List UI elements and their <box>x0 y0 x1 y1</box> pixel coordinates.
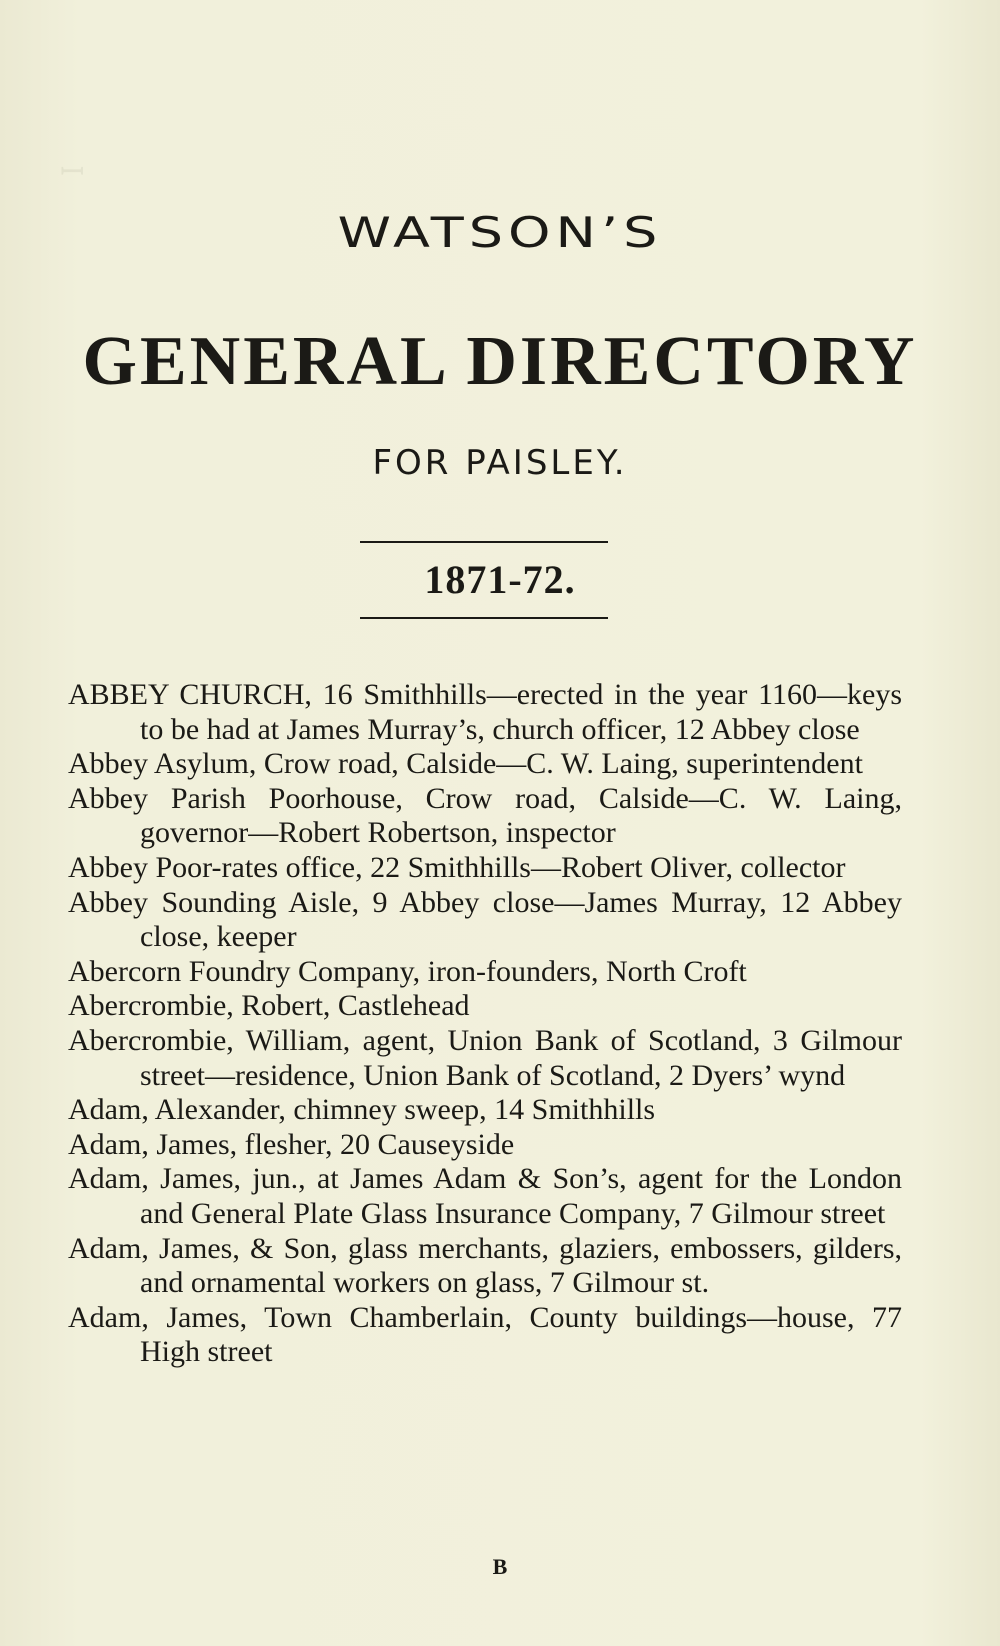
directory-entry: Abbey Poor-rates office, 22 Smithhills—Robert Oliver, collector <box>68 850 846 884</box>
rule-below-year <box>360 617 608 619</box>
publisher-heading: WATSON’S <box>337 208 663 258</box>
edition-year: 1871-72. <box>424 557 576 602</box>
directory-entry: Adam, Alexander, chimney sweep, 14 Smithhills <box>68 1093 656 1127</box>
directory-entry: Abercrombie, Robert, Castlehead <box>68 989 470 1023</box>
page-subtitle: FOR PAISLEY. <box>372 443 628 483</box>
directory-entry: Adam, James, flesher, 20 Causeyside <box>68 1127 515 1161</box>
directory-entry: Adam, James, & Son, glass merchants, glaziers, embossers, gilders, and ornamental workers on glass, 7 Gilmour st. <box>68 1231 902 1300</box>
directory-entry: ABBEY CHURCH, 16 Smithhills—erected in the year 1160—keys to be had at James Murray’s, church officer, 12 Abbey close <box>68 678 902 746</box>
directory-entry: Abbey Parish Poorhouse, Crow road, Calside—C. W. Laing, governor—Robert Robertson, inspector <box>68 781 902 850</box>
directory-entries <box>68 678 902 1370</box>
page-title: GENERAL DIRECTORY <box>82 323 918 400</box>
directory-entry: Abercorn Foundry Company, iron-founders, North Croft <box>68 954 747 988</box>
rule-above-year <box>360 541 608 543</box>
directory-entry: Adam, James, Town Chamberlain, County buildings—house, 77 High street <box>68 1300 902 1369</box>
directory-entry: Abercrombie, William, agent, Union Bank of Scotland, 3 Gilmour street—residence, Union Bank of Scotland, 2 Dyers’ wynd <box>68 1023 902 1092</box>
directory-entry: Adam, James, jun., at James Adam & Son’s, agent for the London and General Plate Glass Insurance Company, 7 Gilmour street <box>68 1162 902 1230</box>
bleed-through-text: ꟷ <box>60 156 85 189</box>
directory-entry: Abbey Asylum, Crow road, Calside—C. W. Laing, superintendent <box>68 747 863 781</box>
signature-mark: B <box>492 1554 508 1579</box>
directory-entry: Abbey Sounding Aisle, 9 Abbey close—James Murray, 12 Abbey close, keeper <box>68 885 902 954</box>
